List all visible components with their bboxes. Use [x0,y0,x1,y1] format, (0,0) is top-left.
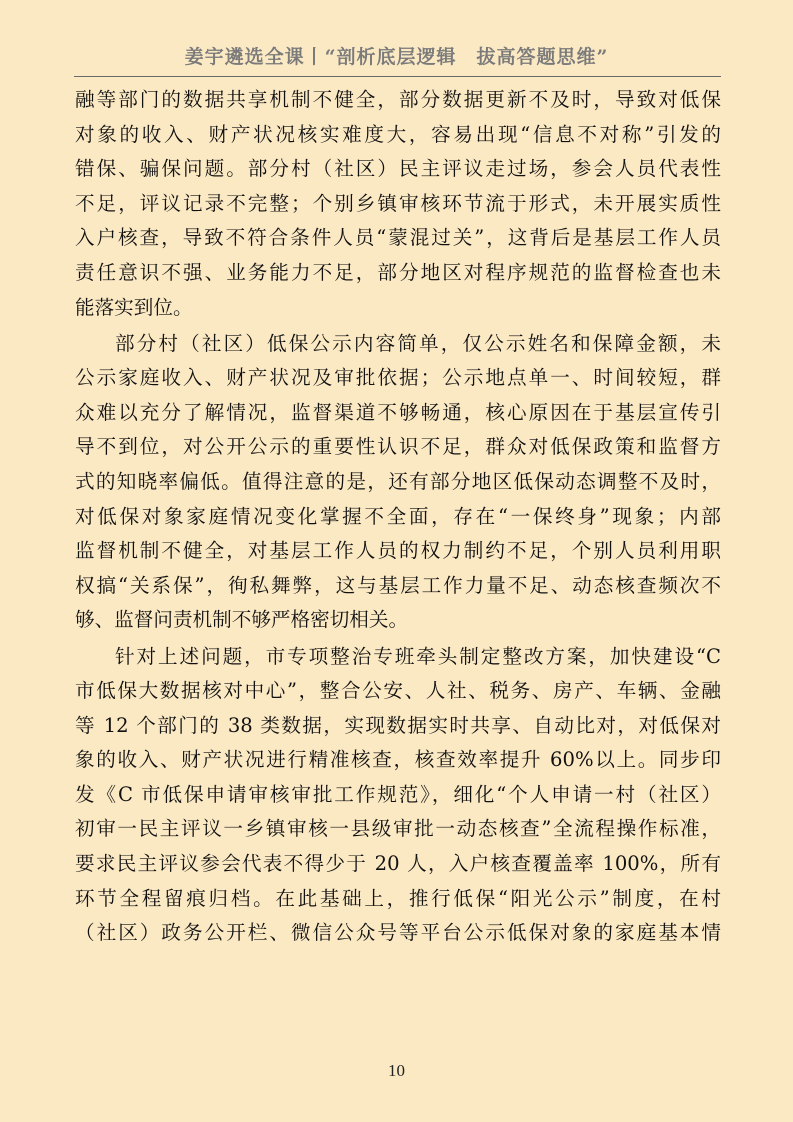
page-header: 姜宇遴选全课丨“剖析底层逻辑 拔高答题思维” [184,46,609,68]
text-line: 对低保对象家庭情况变化掌握不全面，存在“一保终身”现象；内部 [75,504,721,528]
text-line: 够、监督问责机制不够严格密切相关。 [75,608,409,632]
text-line: 权搞“关系保”，徇私舞弊，这与基层工作力量不足、动态核查频次不 [75,573,721,597]
text-line: 公示家庭收入、财产状况及审批依据；公示地点单一、时间较短，群 [75,366,721,390]
text-line: 环节全程留痕归档。在此基础上，推行低保“阳光公示”制度，在村 [75,886,721,910]
paragraph [75,327,721,638]
text-line: 针对上述问题，市专项整治专班牵头制定整改方案，加快建设“C [115,644,721,668]
text-line: 入户核查，导致不符合条件人员“蒙混过关”，这背后是基层工作人员 [75,226,721,250]
text-line: 象的收入、财产状况进行精准核查，核查效率提升 60%以上。同步印 [75,748,721,772]
text-line: 式的知晓率偏低。值得注意的是，还有部分地区低保动态调整不及时， [75,470,721,494]
page-number: 10 [388,1061,405,1080]
text-line: 要求民主评议参会代表不得少于 20 人，入户核查覆盖率 100%，所有 [75,852,721,876]
text-line: 能落实到位。 [75,295,193,319]
text-line: 部分村（社区）低保公示内容简单，仅公示姓名和保障金额，未 [115,331,721,355]
text-line: 众难以充分了解情况，监督渠道不够畅通，核心原因在于基层宣传引 [75,400,721,424]
paragraph [75,83,721,325]
text-line: 发《C 市低保申请审核审批工作规范》，细化“个人申请一村（社区） [75,782,721,806]
text-line: 等 12 个部门的 38 类数据，实现数据实时共享、自动比对，对低保对 [75,713,721,737]
text-line: 对象的收入、财产状况核实难度大，容易出现“信息不对称”引发的 [75,122,721,146]
paragraph [75,640,721,951]
text-line: 不足，评议记录不完整；个别乡镇审核环节流于形式，未开展实质性 [75,191,721,215]
text-line: 导不到位，对公开公示的重要性认识不足，群众对低保政策和监督方 [75,435,721,459]
text-line: 责任意识不强、业务能力不足，部分地区对程序规范的监督检查也未 [75,260,721,284]
header-divider [74,76,721,77]
text-line: 监督机制不健全，对基层工作人员的权力制约不足，个别人员利用职 [75,539,721,563]
document-body [75,83,721,951]
text-line: 市低保大数据核对中心”，整合公安、人社、税务、房产、车辆、金融 [75,679,721,703]
text-line: 融等部门的数据共享机制不健全，部分数据更新不及时，导致对低保 [75,88,721,111]
text-line: （社区）政务公开栏、微信公众号等平台公示低保对象的家庭基本情 [75,921,721,945]
text-line: 初审一民主评议一乡镇审核一县级审批一动态核查”全流程操作标准， [75,817,721,841]
text-line: 错保、骗保问题。部分村（社区）民主评议走过场，参会人员代表性 [75,157,721,181]
